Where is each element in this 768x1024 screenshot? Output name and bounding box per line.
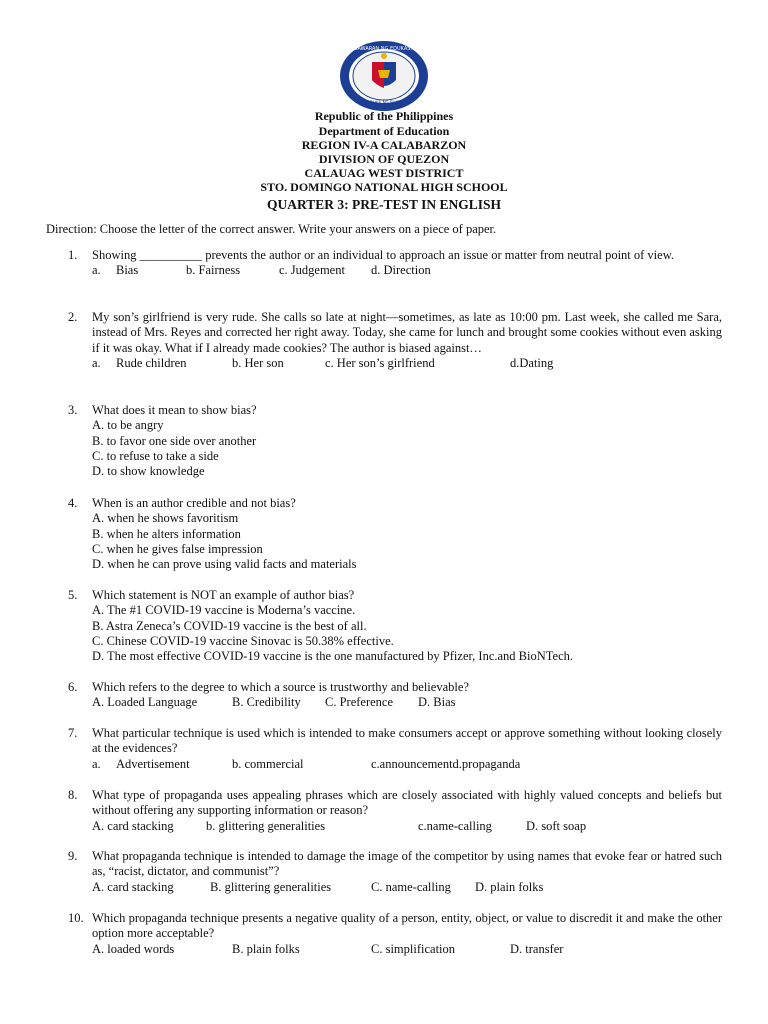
option-b: B. plain folks: [232, 941, 300, 956]
question-6: [68, 680, 722, 711]
question-number: 7.: [68, 726, 78, 740]
option-b: B. Credibility: [232, 695, 301, 710]
option-row: [92, 356, 722, 372]
question-text: Which statement is NOT an example of author bias?: [92, 588, 355, 602]
option-list: [92, 603, 722, 664]
header-division: DIVISION OF QUEZON: [318, 152, 450, 166]
question-text: My son’s girlfriend is very rude. She calls so late at night—sometimes, as late as 10:00 pm. Last week, she called me Sara, instead of Mrs. Reyes and corrected her right away. Today, she came for lunch and brought some cookies without even asking if it was okay. What if I already made cookies? The author is biased against…: [92, 310, 722, 355]
option-b: b. glittering generalities: [206, 818, 326, 833]
option-a: A. Loaded Language: [92, 695, 198, 710]
option-c: C. Preference: [325, 695, 394, 710]
option-b: b. commercial: [232, 756, 304, 771]
option-d: D. transfer: [510, 941, 564, 956]
option-row: [92, 757, 722, 773]
option-cd: c.announcementd.propaganda: [371, 756, 521, 771]
question-number: 4.: [68, 496, 78, 510]
option-row: [92, 942, 722, 958]
option-a: A. card stacking: [92, 818, 174, 833]
option-a: Bias: [116, 263, 139, 278]
option-a: A. when he shows favoritism: [92, 511, 239, 526]
option-d: D. when he can prove using valid facts and materials: [92, 557, 357, 572]
option-a: A. loaded words: [92, 941, 175, 956]
option-d: D. to show knowledge: [92, 464, 205, 479]
seal-bottom-text: REPUBLIKA NG PILIPINAS: [359, 100, 409, 105]
option-row: [92, 819, 722, 835]
question-3: [68, 403, 722, 479]
header-department: Department of Education: [318, 124, 450, 138]
header-region: REGION IV-A CALABARZON: [301, 138, 467, 152]
header-school: STO. DOMINGO NATIONAL HIGH SCHOOL: [260, 180, 508, 194]
question-number: 5.: [68, 588, 78, 602]
question-7: [68, 726, 722, 773]
option-letter: a.: [92, 263, 101, 278]
option-c: c. Judgement: [279, 263, 345, 278]
option-c: C. to refuse to take a side: [92, 448, 219, 463]
question-number: 3.: [68, 403, 78, 417]
option-c: C. when he gives false impression: [92, 541, 263, 556]
question-number: 8.: [68, 788, 78, 802]
question-text: When is an author credible and not bias?: [92, 496, 296, 510]
question-1: [68, 248, 722, 279]
option-b: B. Astra Zeneca’s COVID-19 vaccine is the best of all.: [92, 618, 367, 633]
option-a: A. card stacking: [92, 879, 174, 894]
option-a: Advertisement: [116, 756, 190, 771]
question-number: 9.: [68, 849, 78, 863]
question-text: What particular technique is used which is intended to make consumers accept or approve something without looking closely at the evidences?: [92, 726, 722, 756]
option-d: D. The most effective COVID-19 vaccine is the one manufactured by Pfizer, Inc.and BioNTech.: [92, 649, 573, 664]
question-text: Showing __________ prevents the author or an individual to approach an issue or matter from neutral point of view.: [92, 248, 675, 262]
option-c: c. Her son’s girlfriend: [325, 355, 435, 370]
option-a: A. to be angry: [92, 418, 164, 433]
question-5: [68, 588, 722, 664]
deped-seal: [338, 40, 430, 112]
question-number: 10.: [68, 911, 84, 925]
option-d: D. Bias: [418, 695, 456, 710]
question-text: What propaganda technique is intended to damage the image of the competitor by using names that evoke fear or hatred such as, “racist, dictator, and communist”?: [92, 849, 722, 879]
option-d: d.Dating: [510, 355, 554, 370]
question-4: [68, 496, 722, 572]
question-2: [68, 310, 722, 372]
seal-ring-text: KAGAWARAN NG EDUKASYON: [347, 46, 421, 52]
option-c: C. simplification: [371, 941, 456, 956]
option-letter: a.: [92, 756, 101, 771]
option-d: D. plain folks: [475, 879, 544, 894]
question-text: Which propaganda technique presents a negative quality of a person, entity, object, or value to discredit it and make the other option more acceptable?: [92, 911, 722, 941]
option-list: [92, 418, 722, 479]
question-10: [68, 911, 722, 958]
option-row: [92, 263, 722, 279]
question-text: What type of propaganda uses appealing phrases which are closely associated with highly valued concepts and beliefs but without offering any supporting information or reason?: [92, 788, 722, 818]
header-republic: Republic of the Philippines: [314, 109, 454, 123]
option-c: C. name-calling: [371, 879, 451, 894]
direction-text: Direction: Choose the letter of the correct answer. Write your answers on a piece of paper.: [46, 222, 497, 236]
option-c: C. Chinese COVID-19 vaccine Sinovac is 50.38% effective.: [92, 633, 394, 648]
option-row: [92, 880, 722, 896]
option-a: Rude children: [116, 355, 187, 370]
option-c: c.name-calling: [418, 818, 492, 833]
header-district: CALAUAG WEST DISTRICT: [304, 166, 464, 180]
question-text: Which refers to the degree to which a source is trustworthy and believable?: [92, 680, 469, 694]
question-8: [68, 788, 722, 835]
question-number: 2.: [68, 310, 78, 324]
option-b: B. glittering generalities: [210, 879, 332, 894]
option-d: d. Direction: [371, 263, 431, 278]
question-number: 6.: [68, 680, 78, 694]
option-d: D. soft soap: [526, 818, 587, 833]
option-letter: a.: [92, 355, 101, 370]
option-b: b. Fairness: [186, 263, 241, 278]
question-text: What does it mean to show bias?: [92, 403, 257, 417]
option-b: B. when he alters information: [92, 526, 241, 541]
test-title: QUARTER 3: PRE-TEST IN ENGLISH: [266, 197, 502, 212]
option-a: A. The #1 COVID-19 vaccine is Moderna’s vaccine.: [92, 603, 356, 618]
option-b: b. Her son: [232, 355, 284, 370]
option-row: [92, 695, 722, 711]
option-b: B. to favor one side over another: [92, 433, 257, 448]
question-9: [68, 849, 722, 896]
question-number: 1.: [68, 248, 78, 262]
option-list: [92, 511, 722, 572]
